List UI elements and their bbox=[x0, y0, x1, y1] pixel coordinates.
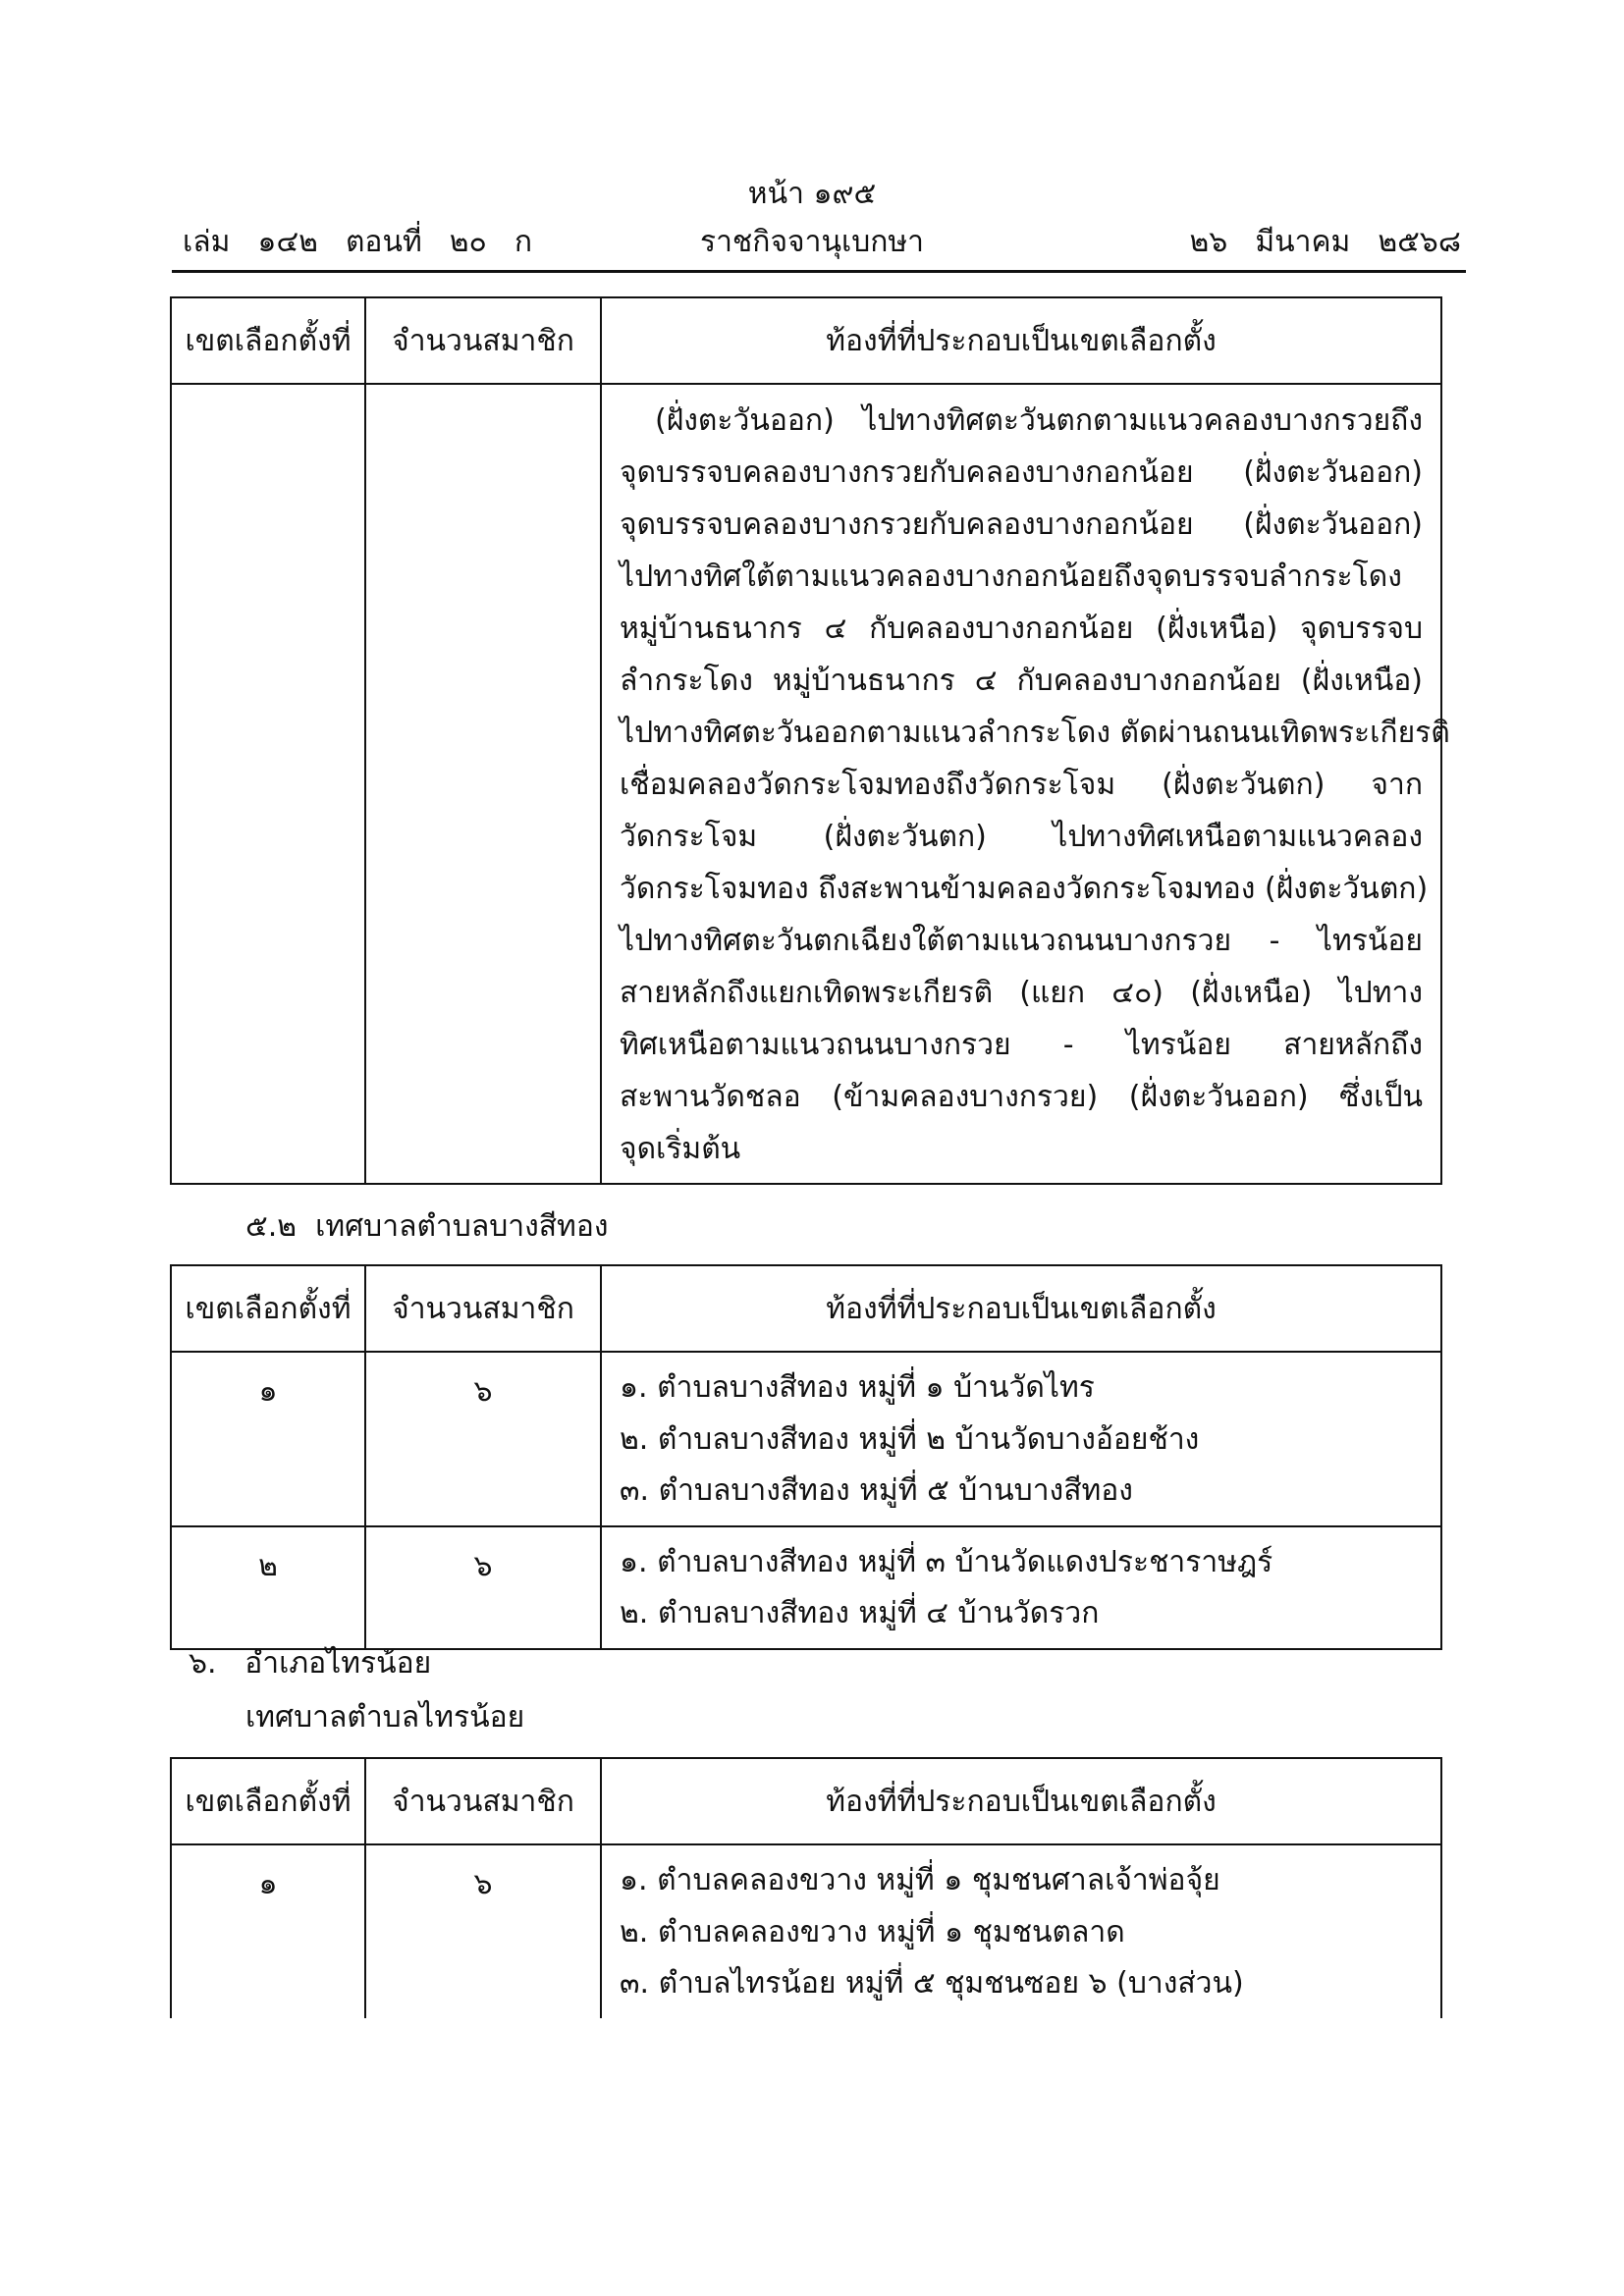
volume-number: ๑๔๒ bbox=[257, 225, 318, 259]
column-header-area: ท้องที่ที่ประกอบเป็นเขตเลือกตั้ง bbox=[601, 297, 1441, 384]
area-description bbox=[601, 1352, 1441, 1526]
section-title: เทศบาลตำบลบางสีทอง bbox=[315, 1209, 609, 1244]
area-line: เชื่อมคลองวัดกระโจมทองถึงวัดกระโจม (ฝั่งตะวันตก) จาก bbox=[620, 768, 1423, 802]
area-line: ทิศเหนือตามแนวถนนบางกรวย - ไทรน้อย สายหลักถึง bbox=[620, 1028, 1423, 1062]
table-row bbox=[171, 1352, 1441, 1526]
area-line: ๑. ตำบลบางสีทอง หมู่ที่ ๓ บ้านวัดแดงประชาราษฎร์ bbox=[620, 1544, 1273, 1579]
column-header-district: เขตเลือกตั้งที่ bbox=[171, 1758, 365, 1844]
section-number: ๕.๒ bbox=[245, 1209, 298, 1244]
area-line: จุดบรรจบคลองบางกรวยกับคลองบางกอกน้อย (ฝั่งตะวันออก) bbox=[620, 507, 1423, 542]
date-month: มีนาคม bbox=[1255, 225, 1351, 259]
column-header-district: เขตเลือกตั้งที่ bbox=[171, 1265, 365, 1352]
column-header-members: จำนวนสมาชิก bbox=[365, 1758, 601, 1844]
district-table-continued bbox=[170, 296, 1450, 1185]
area-line: หมู่บ้านธนากร ๔ กับคลองบางกอกน้อย (ฝั่งเหนือ) จุดบรรจบ bbox=[620, 612, 1423, 646]
table-header-row bbox=[171, 1758, 1441, 1844]
member-count: ๖ bbox=[365, 1844, 601, 2018]
section-subtitle: เทศบาลตำบลไทรน้อย bbox=[245, 1700, 525, 1735]
section-heading-6 bbox=[189, 1646, 432, 1681]
district-number: ๑ bbox=[171, 1352, 365, 1526]
area-line: สะพานวัดชลอ (ข้ามคลองบางกรวย) (ฝั่งตะวันออก) ซึ่งเป็น bbox=[620, 1080, 1423, 1114]
member-count: ๖ bbox=[365, 1526, 601, 1649]
district-number bbox=[171, 384, 365, 1184]
area-description bbox=[601, 384, 1450, 1184]
header-rule bbox=[172, 270, 1466, 273]
area-description bbox=[601, 1844, 1441, 2018]
area-line: ๓. ตำบลบางสีทอง หมู่ที่ ๕ บ้านบางสีทอง bbox=[620, 1473, 1133, 1508]
area-line: สายหลักถึงแยกเทิดพระเกียรติ (แยก ๔๐) (ฝั่งเหนือ) ไปทาง bbox=[620, 976, 1423, 1010]
district-number: ๑ bbox=[171, 1844, 365, 2018]
table-header-row bbox=[171, 297, 1441, 384]
column-header-members: จำนวนสมาชิก bbox=[365, 297, 601, 384]
section-number: ๖. bbox=[189, 1646, 217, 1681]
area-line: ๒. ตำบลบางสีทอง หมู่ที่ ๔ บ้านวัดรวก bbox=[620, 1596, 1100, 1630]
area-description bbox=[601, 1526, 1441, 1649]
issue-label: ตอนที่ bbox=[345, 225, 422, 259]
area-line: (ฝั่งตะวันออก) ไปทางทิศตะวันตกตามแนวคลองบางกรวยถึง bbox=[655, 403, 1423, 438]
area-line: ๑. ตำบลบางสีทอง หมู่ที่ ๑ บ้านวัดไทร bbox=[620, 1370, 1095, 1405]
table-row bbox=[171, 1844, 1441, 2018]
section-heading-5-2 bbox=[245, 1209, 609, 1244]
section-letter: ก bbox=[514, 225, 533, 259]
area-line: ลำกระโดง หมู่บ้านธนากร ๔ กับคลองบางกอกน้อย (ฝั่งเหนือ) bbox=[620, 664, 1423, 698]
date-day: ๒๖ bbox=[1189, 225, 1228, 259]
area-line: ไปทางทิศใต้ตามแนวคลองบางกอกน้อยถึงจุดบรรจบลำกระโดง bbox=[620, 560, 1402, 594]
volume-label: เล่ม bbox=[183, 225, 231, 259]
district-table-sai-noi bbox=[170, 1757, 1442, 2018]
column-header-area: ท้องที่ที่ประกอบเป็นเขตเลือกตั้ง bbox=[601, 1265, 1441, 1352]
column-header-area: ท้องที่ที่ประกอบเป็นเขตเลือกตั้ง bbox=[601, 1758, 1441, 1844]
area-line: ไปทางทิศตะวันตกเฉียงใต้ตามแนวถนนบางกรวย - ไทรน้อย bbox=[620, 924, 1423, 958]
district-number: ๒ bbox=[171, 1526, 365, 1649]
member-count: ๖ bbox=[365, 1352, 601, 1526]
page-number: หน้า ๑๙๕ bbox=[747, 177, 877, 211]
area-line: ๓. ตำบลไทรน้อย หมู่ที่ ๕ ชุมชนซอย ๖ (บางส่วน) bbox=[620, 1966, 1244, 2001]
area-line: วัดกระโจม (ฝั่งตะวันตก) ไปทางทิศเหนือตามแนวคลอง bbox=[620, 820, 1423, 854]
area-line: ๒. ตำบลคลองขวาง หมู่ที่ ๑ ชุมชนตลาด bbox=[620, 1914, 1125, 1949]
district-table-bang-si-thong bbox=[170, 1264, 1442, 1650]
table-row bbox=[171, 1526, 1441, 1649]
area-line: จุดเริ่มต้น bbox=[620, 1132, 741, 1166]
column-header-members: จำนวนสมาชิก bbox=[365, 1265, 601, 1352]
table-row bbox=[171, 384, 1441, 1184]
publication-date bbox=[1189, 225, 1461, 259]
area-line: ไปทางทิศตะวันออกตามแนวลำกระโดง ตัดผ่านถนนเทิดพระเกียรติ bbox=[620, 716, 1450, 750]
date-year: ๒๕๖๘ bbox=[1378, 225, 1461, 259]
area-line: วัดกระโจมทอง ถึงสะพานข้ามคลองวัดกระโจมทอง (ฝั่งตะวันตก) bbox=[620, 872, 1429, 906]
column-header-district: เขตเลือกตั้งที่ bbox=[171, 297, 365, 384]
area-line: ๑. ตำบลคลองขวาง หมู่ที่ ๑ ชุมชนศาลเจ้าพ่อจุ้ย bbox=[620, 1863, 1220, 1897]
area-line: ๒. ตำบลบางสีทอง หมู่ที่ ๒ บ้านวัดบางอ้อยช้าง bbox=[620, 1421, 1200, 1457]
table-header-row bbox=[171, 1265, 1441, 1352]
area-line: จุดบรรจบคลองบางกรวยกับคลองบางกอกน้อย (ฝั่งตะวันออก) bbox=[620, 455, 1423, 490]
section-title: อำเภอไทรน้อย bbox=[244, 1646, 432, 1681]
issue-number: ๒๐ bbox=[449, 225, 487, 259]
publication-title: ราชกิจจานุเบกษา bbox=[699, 225, 925, 259]
member-count bbox=[365, 384, 601, 1184]
